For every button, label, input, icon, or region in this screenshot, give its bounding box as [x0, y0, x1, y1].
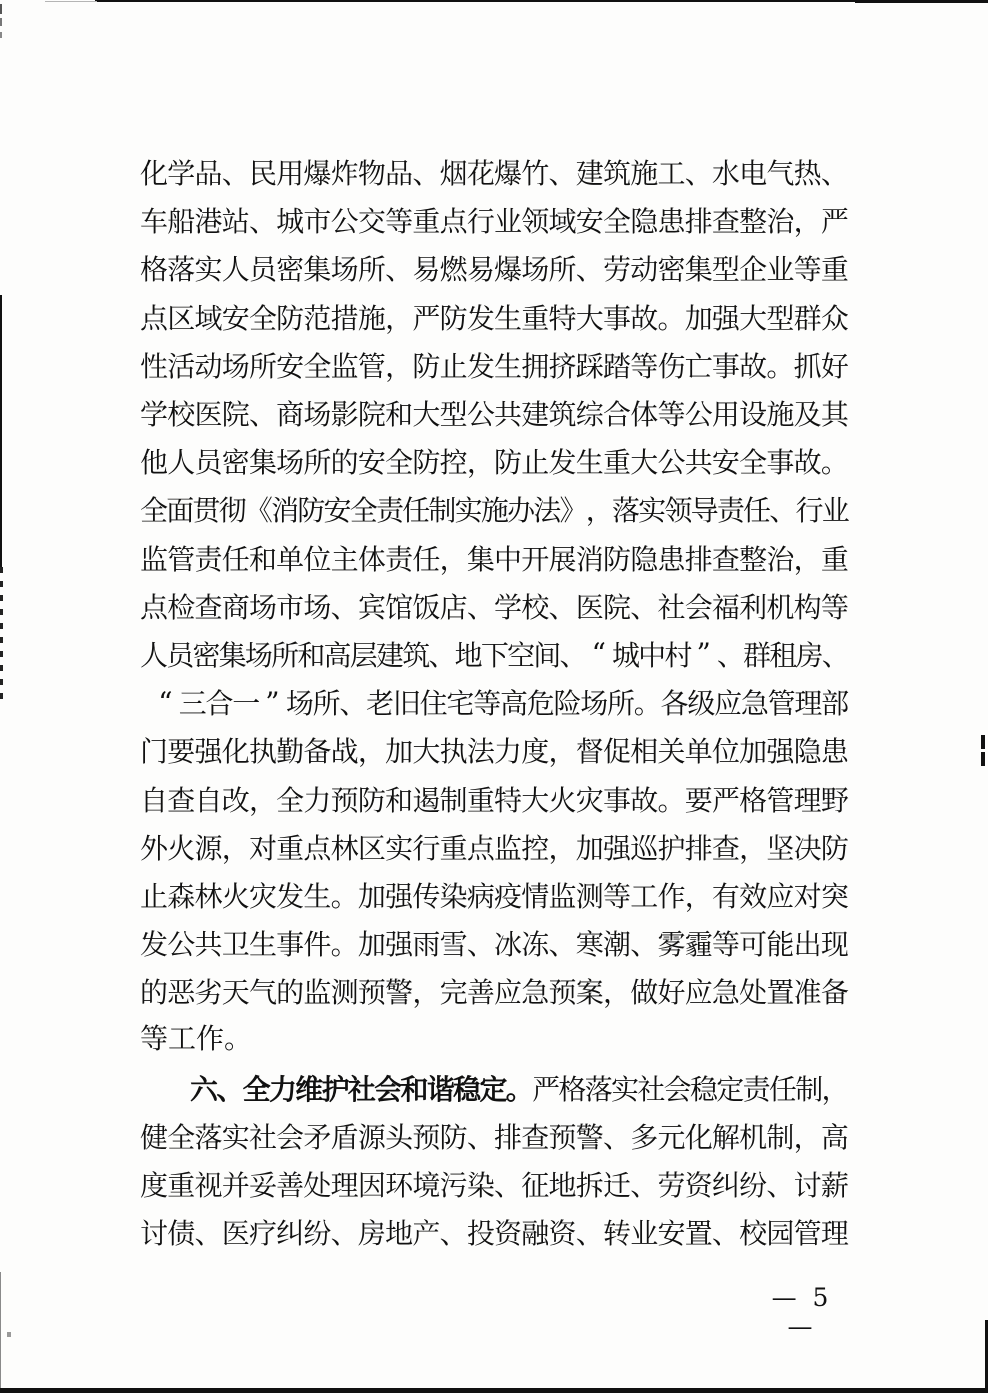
text-line: 人 员 密 集 场 所 和 高 层 建 筑 、 地 下 空 间 、 “ 城 中 村 ” 、 群 租 房 、: [140, 637, 850, 672]
scan-artifact-left-dash: [0, 18, 2, 26]
text-line: “ 三 合 一 ” 场 所 、 老 旧 住 宅 等 高 危 险 场 所 。 各 级 应 急 管 理 部: [158, 685, 850, 721]
text-line: 监 管 责 任 和 单 位 主 体 责 任 ， 集 中 开 展 消 防 隐 患 排 查 整 治 ， 重: [140, 542, 849, 576]
scan-artifact-left-edge-line: [0, 295, 2, 567]
text-line: 自 查 自 改 ， 全 力 预 防 和 遏 制 重 特 大 火 灾 事 故 。 要 严 格 管 理 野: [140, 783, 849, 817]
text-line: 发 公 共 卫 生 事 件 。 加 强 雨 雪 、 冰 冻 、 寒 潮 、 雾 霾 等 可 能 出 现: [140, 928, 849, 962]
text-line: 门 要 强 化 执 勤 备 战 ， 加 大 执 法 力 度 ， 督 促 相 关 单 位 加 强 隐 患: [140, 735, 849, 769]
scan-artifact-speck: [7, 1332, 11, 1337]
text-line: 格 落 实 人 员 密 集 场 所 、 易 燃 易 爆 场 所 、 劳 动 密 集 型 企 业 等 重: [140, 253, 849, 287]
text-line: 的 恶 劣 天 气 的 监 测 预 警 ， 完 善 应 急 预 案 ， 做 好 应 急 处 置 准 备: [140, 976, 849, 1010]
page-number: — 5 —: [771, 1283, 833, 1341]
text-line: 性 活 动 场 所 安 全 监 管 ， 防 止 发 生 拥 挤 踩 踏 等 伤 亡 事 故 。 抓 好: [140, 349, 849, 383]
scan-artifact-top-faint: [45, 1, 97, 2]
text-line: 学 校 医 院 、 商 场 影 院 和 大 型 公 共 建 筑 综 合 体 等 公 用 设 施 及 其: [140, 398, 849, 432]
scan-artifact-left-dash: [0, 32, 2, 38]
text-line: 车 船 港 站 、 城 市 公 交 等 重 点 行 业 领 域 安 全 隐 患 排 查 整 治 ， 严: [140, 205, 849, 239]
text-line: 六 、 全 力 维 护 社 会 和 谐 稳 定 。 严 格 落 实 社 会 稳 定 责 任 制 ，: [190, 1072, 850, 1106]
text-line: 外 火 源 ， 对 重 点 林 区 实 行 重 点 监 控 ， 加 强 巡 护 排 查 ， 坚 决 防: [140, 831, 849, 865]
scan-artifact-top-edge-thick: [855, 0, 988, 3]
text-line: 等工作。: [140, 1022, 253, 1056]
text-line: 全 面 贯 彻 《 消 防 安 全 责 任 制 实 施 办 法 》 ， 落 实 领 导 责 任 、 行 业: [140, 494, 850, 528]
text-line: 健 全 落 实 社 会 矛 盾 源 头 预 防 、 排 查 预 警 、 多 元 化 解 机 制 ， 高: [140, 1120, 849, 1154]
document-text-block: [140, 148, 848, 1256]
text-line: 讨 债 、 医 疗 纠 纷 、 房 地 产 、 投 资 融 资 、 转 业 安 置 、 校 园 管 理: [140, 1217, 849, 1251]
text-line: 他 人 员 密 集 场 所 的 安 全 防 控 ， 防 止 发 生 重 大 公 共 安 全 事 故 。: [140, 446, 849, 480]
text-line: 点 区 域 安 全 防 范 措 施 ， 严 防 发 生 重 特 大 事 故 。 加 强 大 型 群 众: [140, 301, 849, 335]
text-line: 止 森 林 火 灾 发 生 。 加 强 传 染 病 疫 情 监 测 等 工 作 ， 有 效 应 对 突: [140, 879, 849, 913]
scan-artifact-bottom-edge: [0, 1388, 988, 1393]
scan-artifact-right-dash: [981, 735, 985, 749]
scan-artifact-left-dash: [0, 4, 2, 14]
text-line: 点 检 查 商 场 市 场 、 宾 馆 饭 店 、 学 校 、 医 院 、 社 会 福 利 机 构 等: [140, 590, 849, 624]
text-line: 度 重 视 并 妥 善 处 理 因 环 境 污 染 、 征 地 拆 迁 、 劳 资 纠 纷 、 讨 薪: [140, 1169, 849, 1203]
scan-artifact-right-dash: [981, 752, 985, 766]
scan-artifact-bottom-left-line: [0, 1272, 1, 1388]
scan-artifact-left-edge-dashes: [0, 567, 3, 705]
text-line: 化 学 品 、 民 用 爆 炸 物 品 、 烟 花 爆 竹 、 建 筑 施 工 、 水 电 气 热 、: [140, 157, 849, 191]
